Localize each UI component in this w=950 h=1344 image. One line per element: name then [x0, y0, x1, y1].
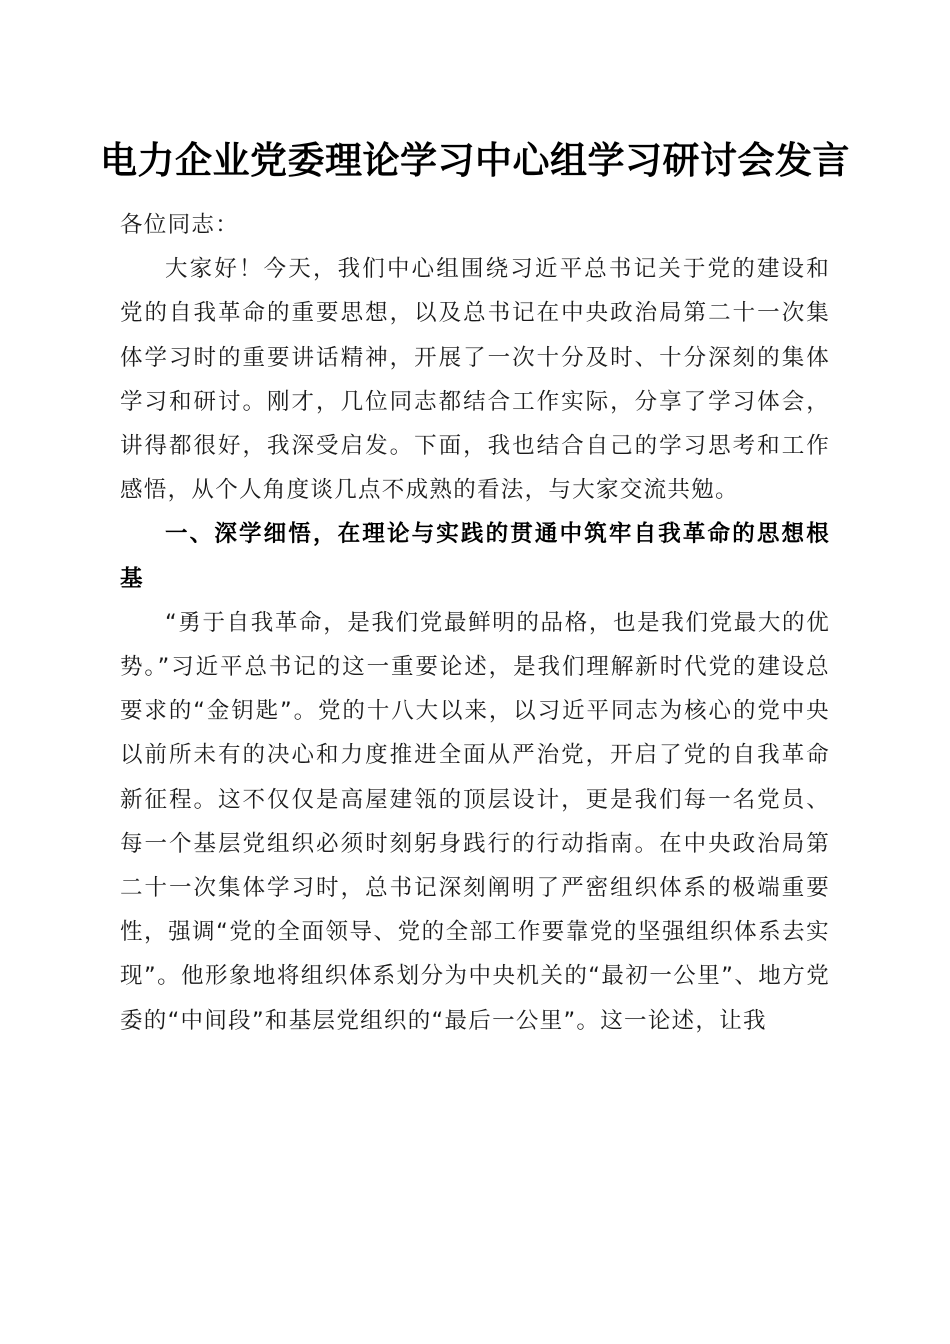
salutation: 各位同志： [120, 212, 240, 238]
section-heading: 一、深学细悟，在理论与实践的贯通中筑牢自我革命的思想根基 [120, 521, 830, 592]
section-paragraph: “勇于自我革命，是我们党最鲜明的品格，也是我们党最大的优势。”习近平总书记的这一重要论述，是我们理解新时代党的建设总要求的“金钥匙”。党的十八大以来，以习近平同志为核心的党中央以前所未有的决心和力度推进全面从严治党，开启了党的自我革命新征程。这不仅仅是高屋建瓴的顶层设计，更是我们每一名党员、每一个基层党组织必须时刻躬身践行的行动指南。在中央政治局第二十一次集体学习时，总书记深刻阐明了严密组织体系的极端重要性，强调“党的全面领导、党的全部工作要靠党的坚强组织体系去实现”。他形象地将组织体系划分为中央机关的“最初一公里”、地方党委的“中间段”和基层党组织的“最后一公里”。这一论述，让我 [120, 609, 830, 1034]
document-title: 电力企业党委理论学习中心组学习研讨会发言 [100, 138, 850, 182]
intro-paragraph: 大家好！今天，我们中心组围绕习近平总书记关于党的建设和党的自我革命的重要思想，以及总书记在中央政治局第二十一次集体学习时的重要讲话精神，开展了一次十分及时、十分深刻的集体学习和研讨。刚才，几位同志都结合工作实际，分享了学习体会，讲得都很好，我深受启发。下面，我也结合自己的学习思考和工作感悟，从个人角度谈几点不成熟的看法，与大家交流共勉。 [120, 256, 830, 504]
document-body [120, 203, 830, 1043]
